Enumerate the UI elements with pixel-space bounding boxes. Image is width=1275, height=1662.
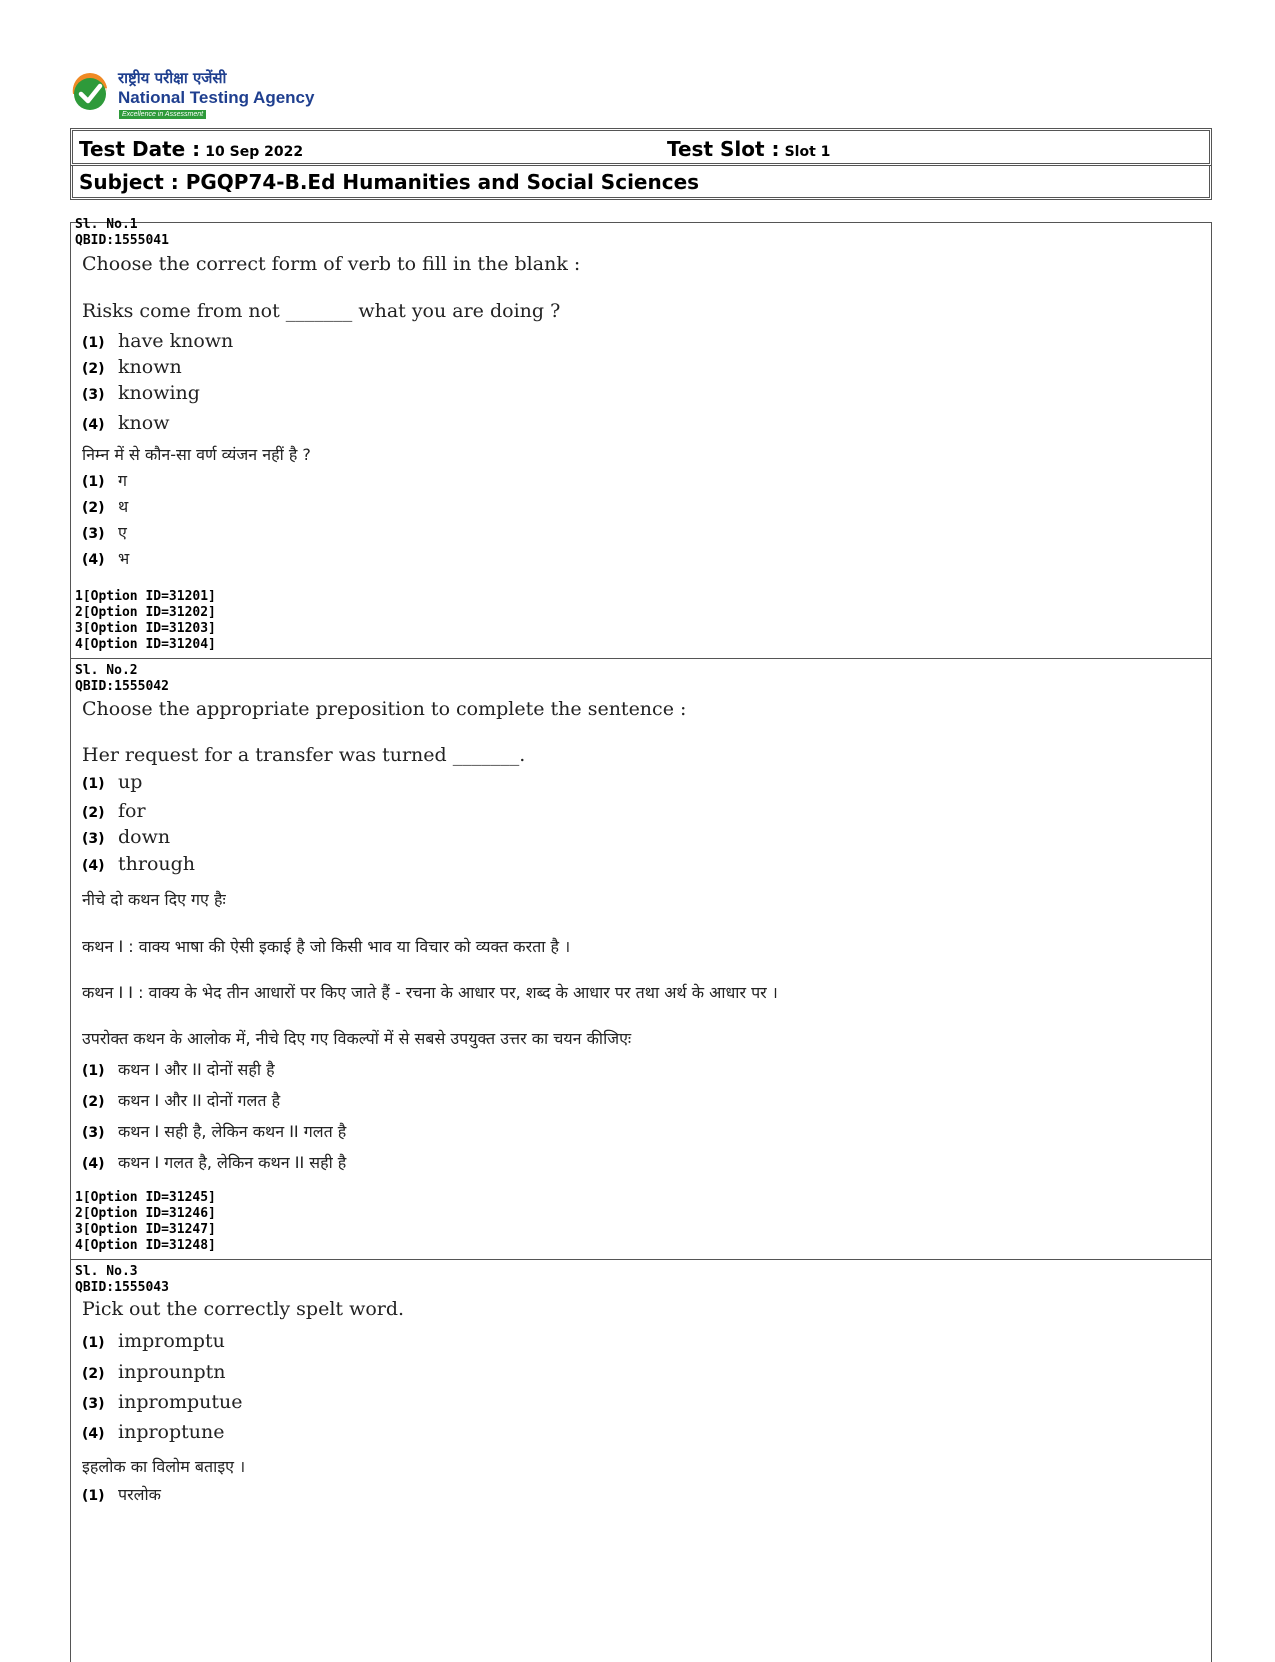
subject-header bbox=[70, 166, 1212, 200]
option-1 bbox=[82, 771, 142, 793]
question-prompt: Choose the appropriate preposition to complete the sentence : bbox=[82, 698, 687, 720]
option-id: 4[Option ID=31248] bbox=[75, 1238, 216, 1253]
option-id: 2[Option ID=31246] bbox=[75, 1206, 216, 1221]
option-number: (1) bbox=[82, 1335, 105, 1351]
question-sentence: Her request for a transfer was turned _______. bbox=[82, 744, 526, 766]
option-number: (1) bbox=[82, 474, 105, 490]
option-number: (2) bbox=[82, 361, 105, 377]
option-number: (1) bbox=[82, 776, 105, 792]
hindi-question-prompt: निम्न में से कौन-सा वर्ण व्यंजन नहीं है ? bbox=[82, 445, 311, 464]
option-text: inprounptn bbox=[118, 1361, 226, 1383]
option-number: (3) bbox=[82, 831, 105, 847]
question-sentence: Risks come from not _______ what you are doing ? bbox=[82, 300, 561, 322]
nta-checkmark-logo-icon bbox=[70, 72, 110, 112]
test-date-label: Test Date : bbox=[79, 137, 201, 161]
option-3 bbox=[82, 382, 200, 404]
hindi-statement-2: कथन I I : वाक्य के भेद तीन आधारों पर किए जाते हैं - रचना के आधार पर, शब्द के आधार पर तथा अर्थ के आधार पर । bbox=[82, 983, 778, 1002]
option-number: (1) bbox=[82, 1063, 105, 1079]
option-ids bbox=[75, 1190, 216, 1254]
option-text: कथन I सही है, लेकिन कथन II गलत है bbox=[118, 1122, 347, 1141]
nta-logo bbox=[70, 68, 320, 122]
option-number: (3) bbox=[82, 1125, 105, 1141]
subject-title: Subject : PGQP74-B.Ed Humanities and Social Sciences bbox=[79, 170, 700, 194]
option-4 bbox=[82, 412, 169, 434]
agency-name-hindi: राष्ट्रीय परीक्षा एजेंसी bbox=[118, 69, 227, 87]
question-divider bbox=[71, 1259, 1211, 1260]
option-text: impromptu bbox=[118, 1330, 225, 1352]
hindi-option-2 bbox=[82, 495, 128, 517]
option-id: 1[Option ID=31245] bbox=[75, 1190, 216, 1205]
option-text: inproptune bbox=[118, 1421, 225, 1443]
hindi-option-2 bbox=[82, 1089, 280, 1111]
option-number: (4) bbox=[82, 417, 105, 433]
option-number: (1) bbox=[82, 1488, 105, 1504]
option-number: (4) bbox=[82, 552, 105, 568]
hindi-question-prompt: इहलोक का विलोम बताइए । bbox=[82, 1457, 246, 1476]
hindi-option-3 bbox=[82, 1120, 346, 1142]
option-text: कथन I और II दोनों सही है bbox=[118, 1060, 275, 1079]
option-number: (4) bbox=[82, 1426, 105, 1442]
option-id: 4[Option ID=31204] bbox=[75, 637, 216, 652]
test-date-value: 10 Sep 2022 bbox=[205, 144, 304, 160]
option-text: कथन I और II दोनों गलत है bbox=[118, 1091, 281, 1110]
option-id: 3[Option ID=31203] bbox=[75, 621, 216, 636]
option-number: (3) bbox=[82, 387, 105, 403]
hindi-option-3 bbox=[82, 521, 127, 543]
option-number: (4) bbox=[82, 858, 105, 874]
agency-name-english: National Testing Agency bbox=[118, 88, 315, 107]
question-panel bbox=[70, 217, 1212, 1662]
option-1 bbox=[82, 1330, 225, 1352]
option-text: थ bbox=[118, 497, 129, 516]
hindi-option-1 bbox=[82, 1483, 161, 1505]
question-serial: Sl. No.2 bbox=[75, 663, 138, 678]
option-text: for bbox=[118, 800, 146, 822]
option-text: कथन I गलत है, लेकिन कथन II सही है bbox=[118, 1153, 347, 1172]
question-serial: Sl. No.3 bbox=[75, 1264, 138, 1279]
question-qbid: QBID:1555041 bbox=[75, 233, 169, 248]
option-text: inpromputue bbox=[118, 1391, 243, 1413]
option-text: परलोक bbox=[118, 1485, 161, 1504]
option-id: 1[Option ID=31201] bbox=[75, 589, 216, 604]
option-text: up bbox=[118, 771, 143, 793]
option-text: ग bbox=[118, 471, 128, 490]
test-slot-label: Test Slot : bbox=[667, 137, 780, 161]
option-4 bbox=[82, 1421, 225, 1443]
hindi-question-prompt: उपरोक्त कथन के आलोक में, नीचे दिए गए विकल्पों में से सबसे उपयुक्त उत्तर का चयन कीजिएः bbox=[82, 1029, 632, 1048]
option-2 bbox=[82, 356, 182, 378]
option-text: down bbox=[118, 826, 171, 848]
option-number: (1) bbox=[82, 335, 105, 351]
option-2 bbox=[82, 1361, 226, 1383]
test-info-header bbox=[70, 128, 1212, 166]
option-3 bbox=[82, 1391, 243, 1413]
hindi-option-1 bbox=[82, 1058, 275, 1080]
option-text: knowing bbox=[118, 382, 200, 404]
test-slot-value: Slot 1 bbox=[784, 144, 831, 160]
question-prompt: Pick out the correctly spelt word. bbox=[82, 1298, 405, 1320]
option-text: know bbox=[118, 412, 170, 434]
option-text: through bbox=[118, 853, 196, 875]
option-text: known bbox=[118, 356, 182, 378]
question-serial: Sl. No.1 bbox=[75, 217, 138, 232]
agency-tagline: Excellence in Assessment bbox=[119, 110, 206, 119]
option-number: (4) bbox=[82, 1156, 105, 1172]
option-text: भ bbox=[118, 549, 130, 568]
hindi-statement-1: कथन I : वाक्य भाषा की ऐसी इकाई है जो किसी भाव या विचार को व्यक्त करता है । bbox=[82, 937, 571, 956]
option-number: (2) bbox=[82, 805, 105, 821]
test-date bbox=[79, 137, 303, 161]
option-text: have known bbox=[118, 330, 234, 352]
hindi-option-4 bbox=[82, 1151, 346, 1173]
option-id: 3[Option ID=31247] bbox=[75, 1222, 216, 1237]
question-divider bbox=[71, 658, 1211, 659]
option-number: (2) bbox=[82, 1094, 105, 1110]
option-number: (3) bbox=[82, 1396, 105, 1412]
option-3 bbox=[82, 826, 170, 848]
option-1 bbox=[82, 330, 233, 352]
hindi-option-1 bbox=[82, 469, 127, 491]
option-number: (2) bbox=[82, 500, 105, 516]
option-id: 2[Option ID=31202] bbox=[75, 605, 216, 620]
hindi-option-4 bbox=[82, 547, 129, 569]
question-qbid: QBID:1555043 bbox=[75, 1280, 169, 1295]
option-text: ए bbox=[118, 523, 127, 542]
test-slot bbox=[667, 137, 830, 161]
question-qbid: QBID:1555042 bbox=[75, 679, 169, 694]
option-number: (2) bbox=[82, 1366, 105, 1382]
option-number: (3) bbox=[82, 526, 105, 542]
option-ids bbox=[75, 589, 216, 653]
question-prompt: Choose the correct form of verb to fill in the blank : bbox=[82, 253, 581, 275]
hindi-statement-intro: नीचे दो कथन दिए गए हैः bbox=[82, 890, 226, 909]
option-2 bbox=[82, 800, 146, 822]
option-4 bbox=[82, 853, 195, 875]
